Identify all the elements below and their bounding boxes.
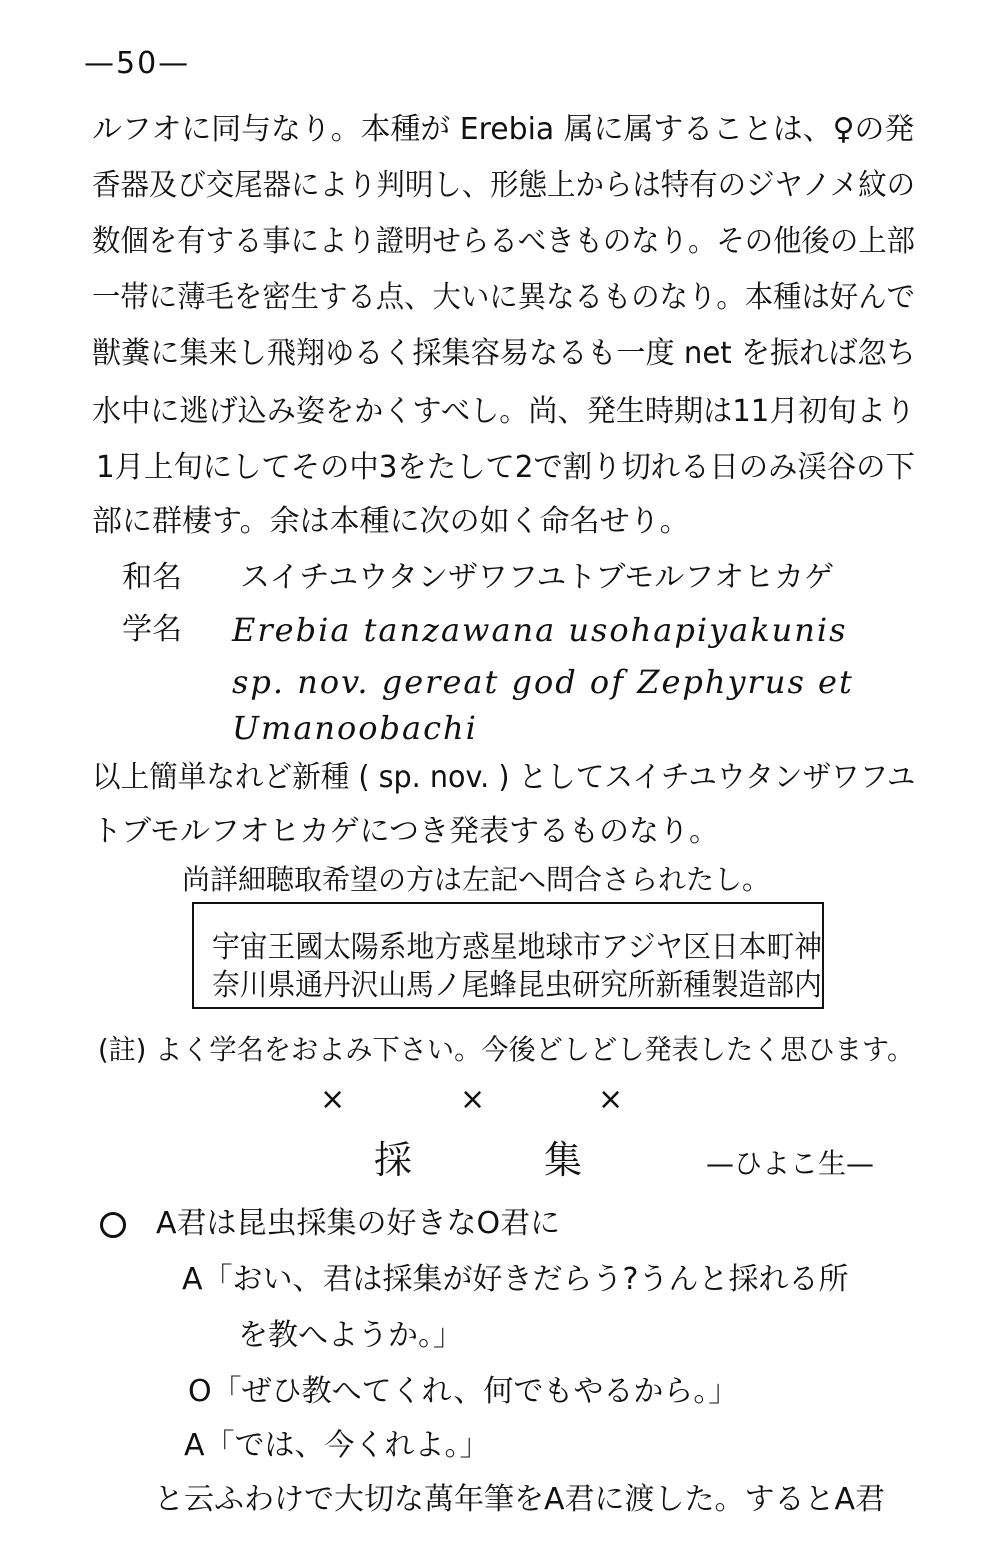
japanese-name: スイチユウタンザワフユトブモルフオヒカゲ xyxy=(240,560,834,595)
story-line-2: を教へようか。」 xyxy=(238,1318,463,1353)
scientific-name-line-3: Umanoobachi xyxy=(232,709,478,747)
scientific-name-line-1: Erebia tanzawana usohapiyakunis xyxy=(232,611,848,649)
paragraph-line-3: 数個を有する事により證明せらるべきものなり。その他後の上部 xyxy=(92,224,916,259)
story-line-1: A「おい、君は採集が好きだらう?うんと採れる所 xyxy=(182,1262,849,1297)
separator-mark: × xyxy=(320,1082,346,1117)
paragraph-line-8: 部に群棲す。余は本種に次の如く命名せり。 xyxy=(92,504,690,539)
address-line-2: 奈川県通丹沢山馬ノ尾蜂昆虫研究所新種製造部内 xyxy=(212,968,822,1003)
scientific-name-line-2: sp. nov. gereat god of Zephyrus et xyxy=(232,663,854,701)
section-byline: —ひよこ生— xyxy=(706,1147,875,1180)
separator-mark: × xyxy=(598,1082,624,1117)
paragraph-line-1 xyxy=(92,112,914,148)
paragraph-line-5: 獣糞に集来し飛翔ゆるく採集容易なるも一度 net を振れば忽ち xyxy=(92,336,916,371)
separator-mark: × xyxy=(460,1082,486,1117)
paragraph-line-4: 一帯に薄毛を密生する点、大いに異なるものなり。本種は好んで xyxy=(92,280,916,315)
contact-note: 尚詳細聴取希望の方は左記へ問合さられたし。 xyxy=(182,863,771,896)
paragraph2-line-1: 以上簡単なれど新種 ( sp. nov. ) としてスイチユウタンザワフユ xyxy=(92,760,916,795)
section-title-left: 採 xyxy=(374,1138,413,1182)
address-line-1: 宇宙王國太陽系地方惑星地球市アジヤ区日本町神 xyxy=(212,930,823,965)
scientific-name-label: 学名 xyxy=(122,612,182,647)
page-number: —50— xyxy=(84,46,191,81)
japanese-name-label: 和名 xyxy=(122,560,182,595)
paragraph-line-2: 香器及び交尾器により判明し、形態上からは特有のジヤノメ紋の xyxy=(92,168,916,203)
paragraph2-line-2: トブモルフオヒカゲにつき発表するものなり。 xyxy=(92,814,719,849)
paragraph-line-6: 水中に逃げ込み姿をかくすべし。尚、発生時期は11月初旬より xyxy=(92,394,915,429)
story-line-3: O「ぜひ教へてくれ、何でもやるから。」 xyxy=(188,1374,739,1409)
story-intro: A君は昆虫採集の好きなO君に xyxy=(156,1206,561,1241)
paragraph-text: ルフオに同与なり。本種が Erebia 属に属することは、♀の発 xyxy=(92,112,915,147)
story-line-4: A「では、今くれよ。」 xyxy=(184,1428,490,1463)
paragraph-line-7: 1月上旬にしてその中3をたして2で割り切れる日のみ渓谷の下 xyxy=(96,450,915,485)
footnote: (註) よく学名をおよみ下さい。今後どしどし発表したく思ひます。 xyxy=(98,1033,915,1066)
story-line-5: と云ふわけで大切な萬年筆をA君に渡した。するとA君 xyxy=(154,1482,886,1517)
address-box xyxy=(192,902,824,1009)
bullet-circle xyxy=(100,1212,126,1238)
section-title-right: 集 xyxy=(544,1138,583,1182)
